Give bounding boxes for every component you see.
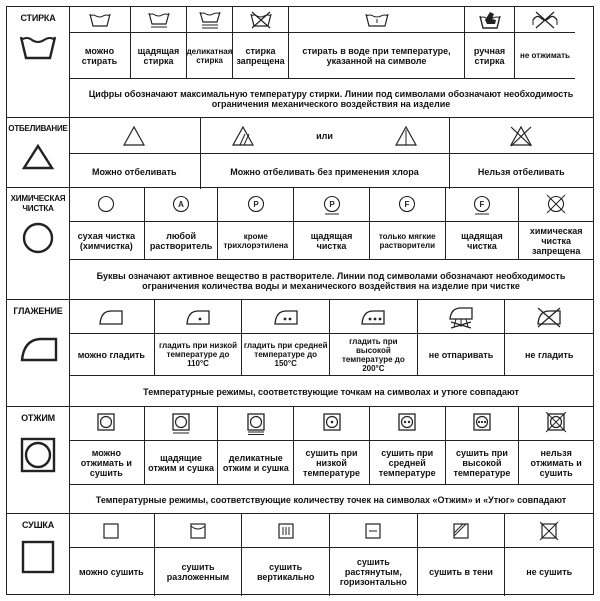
dryclean-label: щадящая чистка bbox=[294, 222, 370, 260]
washtub-gentle-icon bbox=[148, 11, 170, 29]
spin-label: деликатные отжим и сушка bbox=[218, 441, 294, 485]
iron-header bbox=[7, 300, 70, 406]
dry-label: сушить разложенным bbox=[155, 548, 243, 596]
dry-symbol-cell bbox=[69, 514, 155, 548]
dryclean-label: любой растворитель bbox=[145, 222, 219, 260]
iron-label: гладить при высокой температуре до 200°C bbox=[330, 334, 418, 376]
dryclean-symbol-cell bbox=[69, 188, 145, 222]
iron-label: можно гладить bbox=[69, 334, 155, 376]
dry-label: можно сушить bbox=[69, 548, 155, 596]
dryclean-note: Буквы означают активное вещество в растворителе. Линии под символами обозначают необходимость ограничения количества воды и механического воздействия на изделие при чистке bbox=[96, 270, 566, 291]
wash-label: стирка запрещена bbox=[233, 33, 289, 79]
tumble-gentle-icon bbox=[170, 412, 192, 436]
spin-label: нельзя отжимать и сушить bbox=[519, 441, 593, 485]
no-wring-icon bbox=[531, 11, 559, 29]
iron-label: не отпаривать bbox=[418, 334, 506, 376]
washtub-icon bbox=[89, 12, 111, 28]
iron-low-icon bbox=[185, 308, 211, 326]
dryclean-header bbox=[7, 188, 70, 299]
bleach-label: Можно отбеливать bbox=[69, 154, 201, 189]
tumble-medium-icon bbox=[396, 412, 418, 436]
triangle-icon bbox=[22, 144, 54, 170]
bleach-header bbox=[7, 118, 70, 187]
iron-symbol-cell bbox=[242, 300, 330, 334]
iron-symbol-cell bbox=[418, 300, 506, 334]
section-dry bbox=[6, 513, 594, 595]
tumble-delicate-icon bbox=[245, 412, 267, 436]
dry-label: сушить растянутым, горизонтально bbox=[330, 548, 418, 596]
drip-dry-icon bbox=[278, 523, 294, 539]
bleach-symbol-cell bbox=[450, 118, 593, 154]
bleach-title: ОТБЕЛИВАНИЕ bbox=[8, 124, 68, 133]
dryclean-letter: A bbox=[178, 199, 184, 209]
iron-allowed-icon bbox=[98, 308, 124, 326]
washtub-delicate-icon bbox=[199, 10, 221, 30]
iron-icon bbox=[16, 334, 60, 364]
section-bleach bbox=[6, 117, 594, 188]
washtub-temp-icon bbox=[365, 12, 389, 28]
spin-label: сушить при низкой температуре bbox=[294, 441, 370, 485]
dryclean-symbol-cell bbox=[446, 188, 520, 222]
section-wash bbox=[6, 6, 594, 118]
iron-symbol-cell bbox=[69, 300, 155, 334]
dry-shade-icon bbox=[453, 523, 469, 539]
wash-symbol-cell bbox=[69, 7, 131, 33]
spin-symbol-cell bbox=[294, 407, 370, 441]
dryclean-label: только мягкие растворители bbox=[370, 222, 446, 260]
wash-note: Цифры обозначают максимальную температуру стирки. Линии под символами обозначают необходимость ограничения механического воздействия на изделие bbox=[88, 89, 574, 109]
bleach-label: Можно отбеливать без применения хлора bbox=[201, 154, 450, 189]
dry-symbol-cell bbox=[505, 514, 593, 548]
wash-label: щадящая стирка bbox=[131, 33, 187, 79]
square-icon bbox=[21, 540, 55, 574]
spin-symbol-cell bbox=[519, 407, 593, 441]
dryclean-label: химическая чистка запрещена bbox=[519, 222, 593, 260]
wash-header bbox=[7, 7, 70, 117]
spin-label: сушить при средней температуре bbox=[370, 441, 446, 485]
dry-symbol-cell bbox=[418, 514, 506, 548]
dry-allowed-icon bbox=[103, 523, 119, 539]
dryclean-perc-gentle-icon bbox=[321, 194, 343, 216]
or-text: или bbox=[316, 130, 333, 141]
no-tumble-icon bbox=[545, 412, 567, 436]
wash-symbol-cell bbox=[289, 7, 465, 33]
iron-note: Температурные режимы, соответствующие точкам на символах и утюге совпадают bbox=[143, 387, 519, 397]
iron-label: гладить при низкой температуре до 110°C bbox=[155, 334, 243, 376]
iron-high-icon bbox=[360, 308, 386, 326]
dryclean-label: кроме трихлорэтилена bbox=[218, 222, 294, 260]
non-chlorine-bleach-alt-icon bbox=[395, 126, 417, 146]
no-steam-icon bbox=[446, 305, 476, 329]
spin-header bbox=[7, 407, 70, 513]
iron-symbol-cell bbox=[330, 300, 418, 334]
wash-symbol-cell bbox=[187, 7, 233, 33]
dryclean-symbol-cell bbox=[145, 188, 219, 222]
spin-symbol-cell bbox=[145, 407, 219, 441]
wash-symbol-cell bbox=[131, 7, 187, 33]
spin-title: ОТЖИМ bbox=[21, 413, 55, 423]
dryclean-perc-icon bbox=[245, 194, 267, 216]
dry-label: сушить в тени bbox=[418, 548, 506, 596]
iron-label: гладить при средней температуре до 150°C bbox=[242, 334, 330, 376]
wash-label: не отжимать bbox=[515, 33, 575, 79]
section-dryclean bbox=[6, 187, 594, 300]
dry-label: сушить вертикально bbox=[242, 548, 330, 596]
dryclean-mild-gentle-icon bbox=[471, 194, 493, 216]
no-wash-icon bbox=[249, 11, 273, 29]
dryclean-icon bbox=[95, 194, 117, 216]
dry-symbol-cell bbox=[330, 514, 418, 548]
wash-label: можно стирать bbox=[69, 33, 131, 79]
iron-medium-icon bbox=[273, 308, 299, 326]
line-dry-icon bbox=[190, 523, 206, 539]
wash-label: ручная стирка bbox=[465, 33, 515, 79]
wash-label: деликатная стирка bbox=[187, 33, 233, 79]
dryclean-any-solvent-icon bbox=[170, 194, 192, 216]
dry-title: СУШКА bbox=[21, 520, 55, 530]
spin-label: можно отжимать и сушить bbox=[69, 441, 145, 485]
section-iron bbox=[6, 299, 594, 407]
spin-label: щадящие отжим и сушка bbox=[145, 441, 219, 485]
dryclean-letter: P bbox=[328, 199, 335, 209]
dryclean-label: щадящая чистка bbox=[446, 222, 520, 260]
bleach-allowed-icon bbox=[123, 126, 145, 146]
dry-label: не сушить bbox=[526, 567, 573, 577]
no-dryclean-icon bbox=[545, 194, 567, 216]
bleach-symbol-cell bbox=[69, 118, 201, 154]
no-dry-icon bbox=[539, 521, 559, 541]
spin-symbol-cell bbox=[69, 407, 145, 441]
tumble-allowed-icon bbox=[95, 412, 117, 436]
wash-symbol-cell bbox=[515, 7, 575, 33]
circle-icon bbox=[22, 222, 54, 254]
spin-label: сушить при высокой температуре bbox=[446, 441, 520, 485]
dryclean-mild-solvent-icon bbox=[396, 194, 418, 216]
dryclean-letter: F bbox=[479, 199, 485, 209]
wash-symbol-cell bbox=[233, 7, 289, 33]
section-spin bbox=[6, 406, 594, 514]
non-chlorine-bleach-icon bbox=[232, 126, 254, 146]
bleach-label: Нельзя отбеливать bbox=[477, 166, 565, 177]
iron-title: ГЛАЖЕНИЕ bbox=[13, 306, 63, 316]
dryclean-title: ХИМИЧЕСКАЯ ЧИСТКА bbox=[10, 194, 66, 213]
dry-symbol-cell bbox=[242, 514, 330, 548]
spin-symbol-cell bbox=[218, 407, 294, 441]
spin-note: Температурные режимы, соответствующие количеству точек на символах «Отжим» и «Утюг» совпадают bbox=[95, 495, 567, 505]
wash-title: СТИРКА bbox=[20, 13, 56, 23]
spin-symbol-cell bbox=[446, 407, 520, 441]
iron-label: не гладить bbox=[505, 334, 593, 376]
dry-header bbox=[7, 514, 70, 594]
dryclean-symbol-cell bbox=[519, 188, 593, 222]
tumble-high-icon bbox=[471, 412, 493, 436]
wash-label: стирать в воде при температуре, указанной на символе bbox=[289, 33, 465, 79]
dryclean-letter: P bbox=[253, 199, 259, 209]
non-chlorine-bleach-cell bbox=[201, 118, 450, 154]
wash-symbol-cell bbox=[465, 7, 515, 33]
tumble-dry-icon bbox=[20, 437, 56, 473]
dry-symbol-cell bbox=[155, 514, 243, 548]
dryclean-letter: F bbox=[404, 199, 410, 209]
dryclean-label: сухая чистка (химчистка) bbox=[69, 222, 145, 260]
dryclean-symbol-cell bbox=[370, 188, 446, 222]
dry-flat-icon bbox=[365, 523, 381, 539]
iron-symbol-cell bbox=[155, 300, 243, 334]
no-iron-icon bbox=[534, 306, 564, 328]
spin-symbol-cell bbox=[370, 407, 446, 441]
washtub-icon bbox=[19, 33, 57, 61]
dryclean-symbol-cell bbox=[294, 188, 370, 222]
iron-symbol-cell bbox=[505, 300, 593, 334]
dryclean-symbol-cell bbox=[218, 188, 294, 222]
no-bleach-icon bbox=[508, 125, 534, 147]
hand-wash-icon bbox=[478, 10, 502, 30]
tumble-low-icon bbox=[321, 412, 343, 436]
